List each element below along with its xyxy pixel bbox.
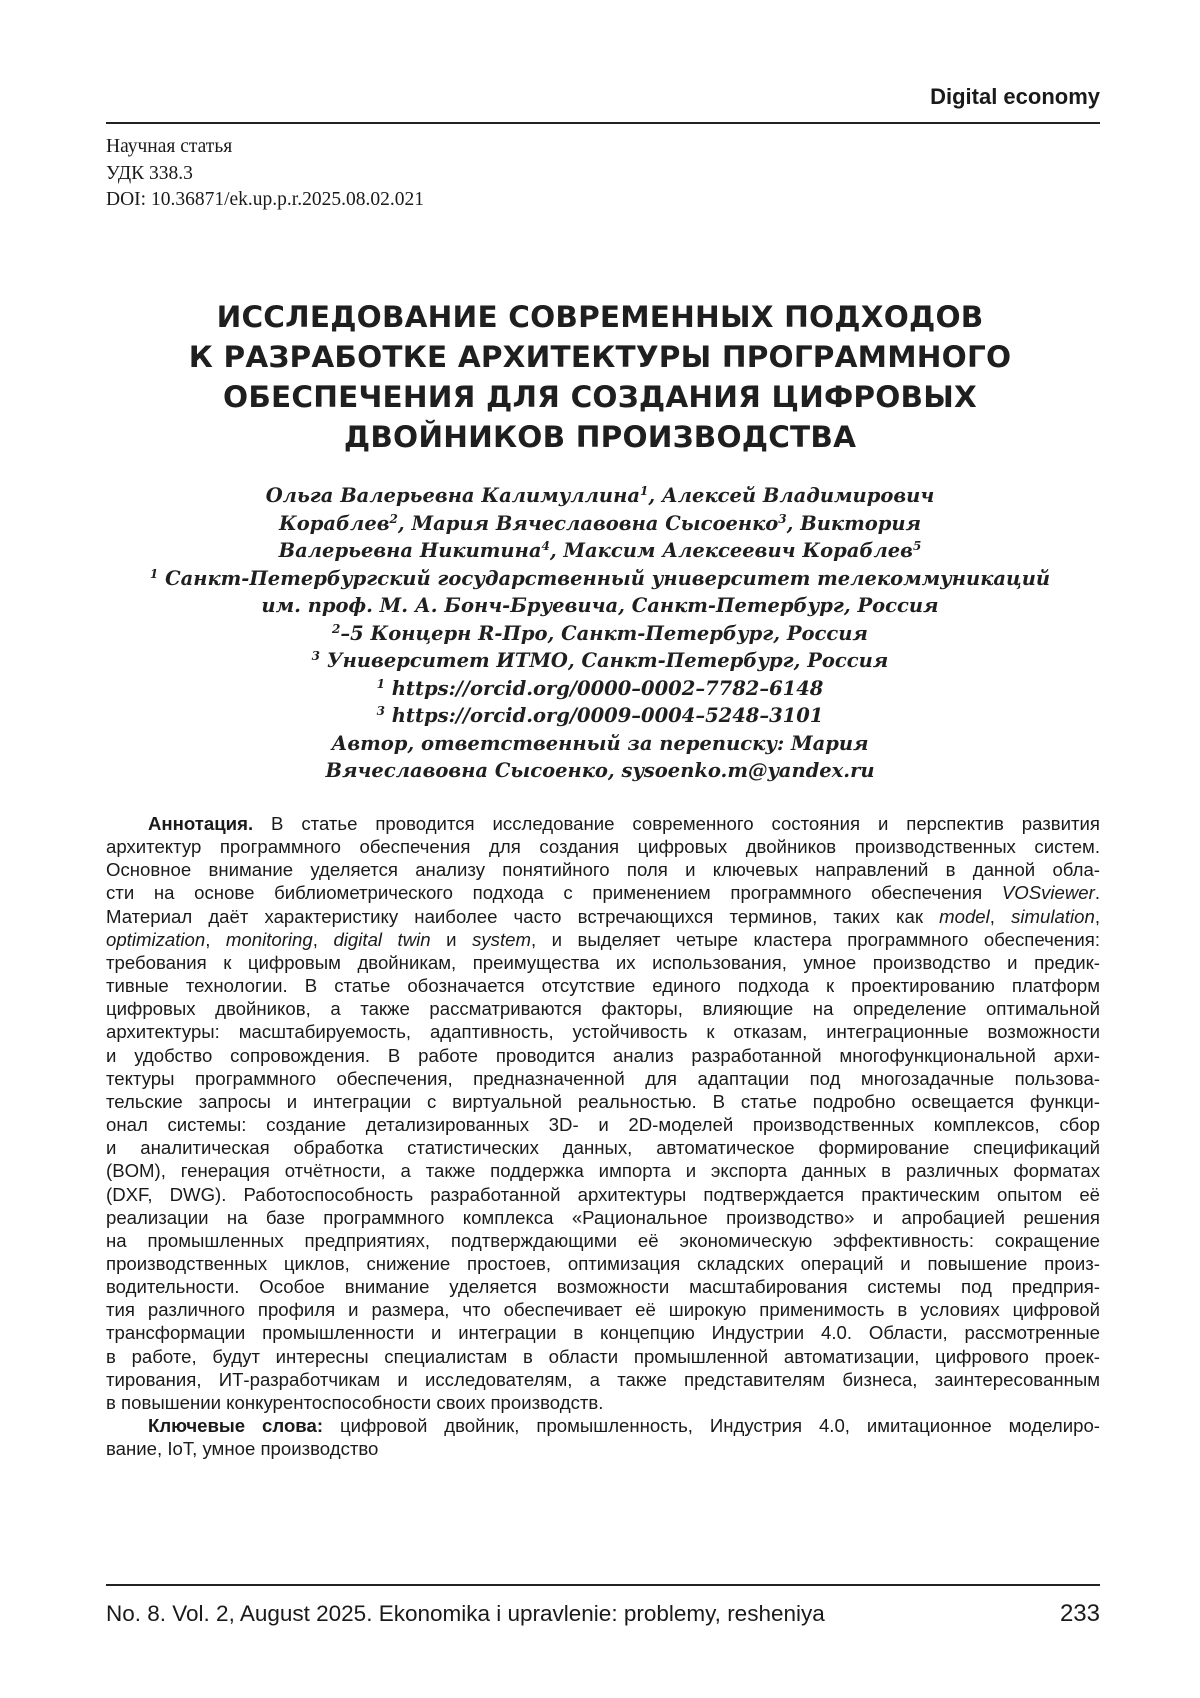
abstract-term: VOSviewer bbox=[1002, 882, 1095, 903]
abstract-line: требования к цифровым двойникам, преимущества их использования, умное производство и предик- bbox=[106, 951, 1100, 974]
orcid-3 bbox=[100, 702, 1100, 730]
abstract-line bbox=[106, 928, 1100, 951]
abstract-line: архитектур программного обеспечения для создания цифровых двойников производственных систем. bbox=[106, 835, 1100, 858]
abstract-line: (BOM), генерация отчётности, а также поддержка импорта и экспорта данных в различных форматах bbox=[106, 1159, 1100, 1182]
abstract-line: тектуры программного обеспечения, предназначенной для адаптации под многозадачные пользова- bbox=[106, 1067, 1100, 1090]
keywords-text: цифровой двойник, промышленность, Индустрия 4.0, имитационное моделиро- bbox=[323, 1415, 1100, 1436]
abstract-term: digital twin bbox=[333, 929, 430, 950]
orcid-sup: 3 bbox=[377, 704, 385, 718]
abstract-line: трансформации промышленности и интеграции в концепцию Индустрии 4.0. Области, рассмотренные bbox=[106, 1321, 1100, 1344]
article-page bbox=[0, 0, 1200, 1698]
page-footer bbox=[106, 1600, 1100, 1628]
abstract-text: , и выделяет четыре кластера программного обеспечения: bbox=[531, 929, 1100, 950]
abstract-term: optimization bbox=[106, 929, 205, 950]
journal-citation: No. 8. Vol. 2, August 2025. Ekonomika i upravlenie: problemy, resheniya bbox=[106, 1601, 825, 1627]
keywords-label: Ключевые слова: bbox=[148, 1415, 323, 1436]
orcid-link[interactable]: https://orcid.org/0000–0002–7782–6148 bbox=[385, 677, 823, 700]
article-title bbox=[130, 297, 1070, 457]
abstract-text: , bbox=[1095, 906, 1100, 927]
abstract-line: архитектуры: масштабируемость, адаптивность, устойчивость к отказам, интеграционные возможности bbox=[106, 1020, 1100, 1043]
orcid-1 bbox=[100, 675, 1100, 703]
abstract-term: system bbox=[472, 929, 531, 950]
affiliation-text: Санкт-Петербургский государственный университет телекоммуникаций bbox=[158, 567, 1050, 590]
article-type: Научная статья bbox=[106, 134, 424, 161]
abstract-text: , bbox=[313, 929, 334, 950]
author-name: , Максим Алексеевич Кораблев bbox=[550, 539, 913, 562]
author-sup: 5 bbox=[913, 539, 921, 553]
abstract-text: сти на основе библиометрического подхода с применением программного обеспечения bbox=[106, 882, 1002, 903]
header-divider bbox=[106, 122, 1100, 124]
author-name: , Мария Вячеславовна Сысоенко bbox=[398, 512, 778, 535]
affiliation-text: Университет ИТМО, Санкт-Петербург, Россия bbox=[320, 649, 888, 672]
abstract-line bbox=[106, 881, 1100, 904]
orcid-link[interactable]: https://orcid.org/0009–0004–5248–3101 bbox=[385, 704, 823, 727]
author-name: , Алексей Владимирович bbox=[648, 484, 934, 507]
abstract-label: Аннотация. bbox=[148, 813, 253, 834]
abstract-text: . bbox=[1095, 882, 1100, 903]
abstract-line: в работе, будут интересны специалистам в области промышленной автоматизации, цифрового проек- bbox=[106, 1345, 1100, 1368]
affiliation-sup: 3 bbox=[312, 649, 320, 663]
author-sup: 1 bbox=[640, 484, 648, 498]
section-header: Digital economy bbox=[930, 84, 1100, 110]
abstract-text: Материал даёт характеристику наиболее часто встречающихся терминов, таких как bbox=[106, 906, 939, 927]
author-name: Кораблев bbox=[279, 512, 390, 535]
abstract-line: производственных циклов, снижение простоев, оптимизация складских операций и повышение произ- bbox=[106, 1252, 1100, 1275]
author-name: , Виктория bbox=[787, 512, 921, 535]
title-line: К РАЗРАБОТКЕ АРХИТЕКТУРЫ ПРОГРАММНОГО bbox=[130, 337, 1070, 377]
abstract-text: , bbox=[990, 906, 1011, 927]
authors-line bbox=[100, 537, 1100, 565]
author-sup: 4 bbox=[541, 539, 549, 553]
affiliation-1-cont: им. проф. М. А. Бонч-Бруевича, Санкт-Петербург, Россия bbox=[100, 592, 1100, 620]
article-meta bbox=[106, 134, 424, 214]
affiliation-3 bbox=[100, 647, 1100, 675]
abstract-line: (DXF, DWG). Работоспособность разработанной архитектуры подтверждается практическим опытом её bbox=[106, 1183, 1100, 1206]
abstract bbox=[106, 812, 1100, 1460]
abstract-line: в повышении конкурентоспособности своих производств. bbox=[106, 1391, 1100, 1414]
abstract-line bbox=[106, 812, 1100, 835]
abstract-line: реализации на базе программного комплекса «Рациональное производство» и апробацией решения bbox=[106, 1206, 1100, 1229]
affiliation-text: –5 Концерн R-Про, Санкт-Петербург, Россия bbox=[340, 622, 868, 645]
abstract-line: и аналитическая обработка статистических данных, автоматическое формирование спецификаций bbox=[106, 1136, 1100, 1159]
abstract-text: В статье проводится исследование современного состояния и перспектив развития bbox=[253, 813, 1100, 834]
author-name: Валерьевна Никитина bbox=[279, 539, 542, 562]
udc-code: УДК 338.3 bbox=[106, 161, 424, 188]
abstract-line: водительности. Особое внимание уделяется возможности масштабирования системы под предприя- bbox=[106, 1275, 1100, 1298]
abstract-line: цифровых двойников, а также рассматриваются факторы, влияющие на определение оптимальной bbox=[106, 997, 1100, 1020]
abstract-line: онал системы: создание детализированных 3D- и 2D-моделей производственных комплексов, сбор bbox=[106, 1113, 1100, 1136]
affiliation-2 bbox=[100, 620, 1100, 648]
abstract-line: Основное внимание уделяется анализу понятийного поля и ключевых направлений в данной обла- bbox=[106, 858, 1100, 881]
footer-divider bbox=[106, 1584, 1100, 1586]
abstract-line: на промышленных предприятиях, подтверждающими её экономическую эффективность: сокращение bbox=[106, 1229, 1100, 1252]
author-sup: 2 bbox=[390, 512, 398, 526]
orcid-sup: 1 bbox=[377, 677, 385, 691]
author-name: Ольга Валерьевна Калимуллина bbox=[266, 484, 640, 507]
authors-line bbox=[100, 482, 1100, 510]
abstract-text: , bbox=[205, 929, 226, 950]
doi[interactable]: DOI: 10.36871/ek.up.p.r.2025.08.02.021 bbox=[106, 187, 424, 214]
abstract-line: тия различного профиля и размера, что обеспечивает её широкую применимость в условиях цифровой bbox=[106, 1298, 1100, 1321]
title-line: ДВОЙНИКОВ ПРОИЗВОДСТВА bbox=[130, 417, 1070, 457]
abstract-line: тельские запросы и интеграции с виртуальной реальностью. В статье подробно освещается функци- bbox=[106, 1090, 1100, 1113]
affiliation-sup: 2 bbox=[332, 622, 340, 636]
keywords-line bbox=[106, 1414, 1100, 1437]
corresponding-author: Автор, ответственный за переписку: Мария bbox=[100, 730, 1100, 758]
author-sup: 3 bbox=[778, 512, 786, 526]
keywords-line: вание, IoT, умное производство bbox=[106, 1437, 1100, 1460]
authors-line bbox=[100, 510, 1100, 538]
abstract-text: и bbox=[431, 929, 472, 950]
abstract-term: simulation bbox=[1011, 906, 1095, 927]
abstract-term: model bbox=[939, 906, 990, 927]
abstract-term: monitoring bbox=[226, 929, 313, 950]
abstract-line: тирования, ИТ-разработчикам и исследователям, а также представителям бизнеса, заинтересованным bbox=[106, 1368, 1100, 1391]
author-block bbox=[100, 482, 1100, 785]
abstract-line bbox=[106, 905, 1100, 928]
corresponding-author-cont: Вячеславовна Сысоенко, sysoenko.m@yandex.ru bbox=[100, 757, 1100, 785]
abstract-line: тивные технологии. В статье обозначается отсутствие единого подхода к проектированию платформ bbox=[106, 974, 1100, 997]
title-line: ОБЕСПЕЧЕНИЯ ДЛЯ СОЗДАНИЯ ЦИФРОВЫХ bbox=[130, 377, 1070, 417]
page-number: 233 bbox=[1060, 1600, 1100, 1628]
affiliation-1 bbox=[100, 565, 1100, 593]
title-line: ИССЛЕДОВАНИЕ СОВРЕМЕННЫХ ПОДХОДОВ bbox=[130, 297, 1070, 337]
affiliation-sup: 1 bbox=[150, 567, 158, 581]
abstract-line: и удобство сопровождения. В работе проводится анализ разработанной многофункциональной архи- bbox=[106, 1044, 1100, 1067]
